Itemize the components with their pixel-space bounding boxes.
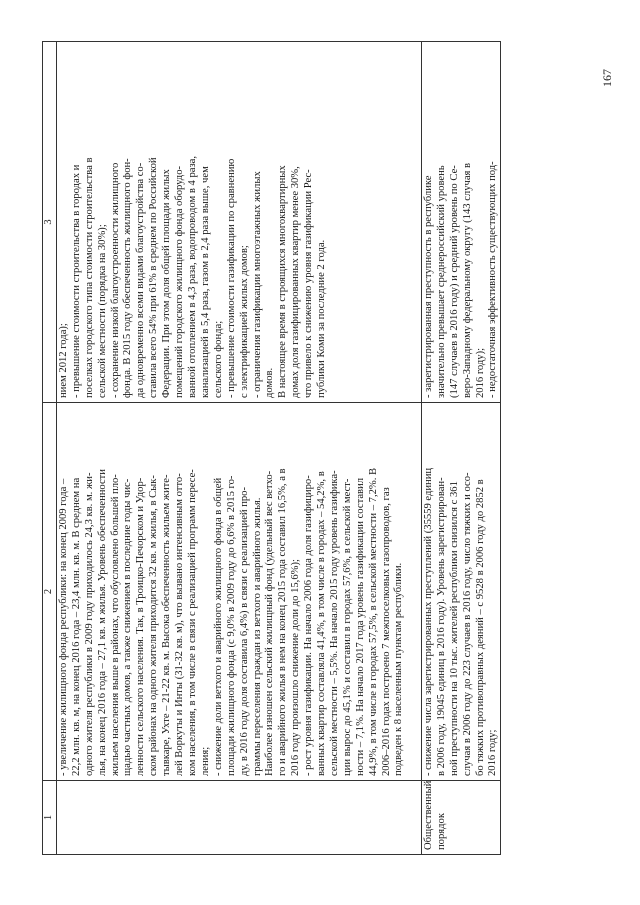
row-2-problems: - зарегистрированная преступность в республике значительно превышает среднероссийский уровень (147 случаев в 2016 году) и средний уровень по Се- веро-Западному федеральному округу (143 случая в 2016 году); - недостаточная эффективность существующих под- — [421, 42, 500, 403]
row-2-category: Общественный порядок — [421, 781, 500, 855]
row-1-category — [56, 781, 421, 855]
document-table — [42, 41, 501, 855]
row-1-achievements: - увеличение жилищного фонда республики: на конец 2009 года – 22,2 млн. кв. м, на конец 2016 года – 23,4 млн. кв. м. В среднем на одного жителя республики в 2009 году приходилось 24,3 кв. м. жи- лья, на конец 2016 года – 27,1 кв. м жилья. Уровень обеспеченности жильем населения выше в районах, что обусловлено большей пло- щадью частных домов, а также снижением в последние годы чис- ленности сельского населения. Так, в Троицко-Печорском и Удор- ском районах на одного жителя приходится 32 кв. м жилья, в Сык- тывкаре, Ухте – 21-22 кв. м. Высока обеспеченность жильем жите- лей Воркуты и Инты (31-32 кв. м), что вызвано интенсивным отто- ком населения, в том числе в связи с реализацией программ пересе- ления; - снижение доли ветхого и аварийного жилищного фонда в общей площади жилищного фонда (с 9,0% в 2009 году до 6,6% в 2015 го- ду, в 2016 году доля составила 6,4%) в связи с реализацией про- граммы переселения граждан из ветхого и аварийного жилья. Наиболее изношен сельский жилищный фонд (удельный вес ветхо- го и аварийного жилья в нем на конец 2015 года составил 16,5%, а в 2016 году произошло снижение доли до 15,6%); - рост уровня газификации. На начало 2006 года доля газифициро- ванных квартир составляла 41,4%, в том числе в городах – 54,2%, в сельской местности – 5,5%. На начало 2015 году уровень газифика- ции вырос до 45,1% и составил в городах 57,6%, в сельской мест- ности – 7,1%. На начало 2017 года уровень газификации составил 44,9%, в том числе в городах 57,5%, в сельской местности – 7,2%. В 2006–2016 годах построено 7 межпоселковых газопроводов, газ подведен к 8 населенным пунктам республики. — [56, 403, 421, 781]
header-cell-1: 1 — [43, 781, 57, 855]
table-header-row — [43, 42, 57, 855]
header-cell-3: 3 — [43, 42, 57, 403]
table-row-housing — [56, 42, 421, 855]
page-number: 167 — [600, 69, 614, 87]
header-cell-2: 2 — [43, 403, 57, 781]
row-1-problems: нием 2012 года); - превышение стоимости строительства в городах и поселках городского типа стоимости строительства в сельской местности (порядка на 30%); - сохранение низкой благоустроенности жилищного фонда. В 2015 году обеспеченность жилищного фон- да одновременно всеми видами благоустройства со- ставила всего 54% при 61% в среднем по Российской Федерации. При этом доля общей площади жилых помещений городского жилищного фонда оборудо- ванной отоплением в 4,3 раза, водопроводом в 4 раза, канализацией в 5,4 раза, газом в 2,4 раза выше, чем сельского фонда; - превышение стоимости газификации по сравнению с электрификацией жилых домов; - ограничения газификации многоэтажных жилых домов. В настоящее время в строящихся многоквартирных домах доля газифицированных квартир менее 30%, что привело к снижению уровня газификации Рес- публики Коми за последние 2 года. — [56, 42, 421, 403]
table-row-public-order — [421, 42, 500, 855]
row-2-achievements: - снижение числа зарегистрированных преступлений (35559 единиц в 2006 году, 19045 единиц в 2016 году). Уровень зарегистрирован- ной преступности на 10 тыс. жителей республики снизился с 361 случая в 2006 году до 223 случаев в 2016 году, число тяжких и осо- бо тяжких противоправных деяний – с 9528 в 2006 году до 2852 в 2016 году; — [421, 403, 500, 781]
